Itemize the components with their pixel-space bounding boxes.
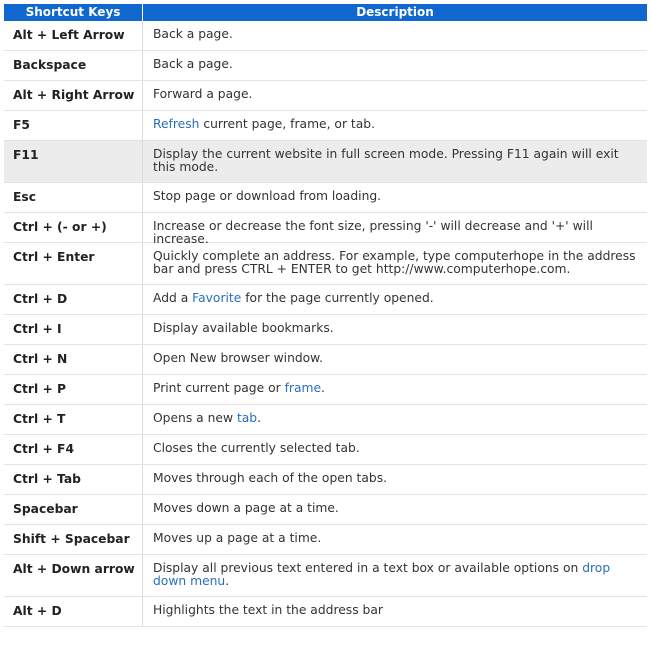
shortcut-description [143, 555, 647, 596]
shortcut-key: Ctrl + Tab [4, 465, 143, 494]
shortcut-key: Alt + Down arrow [4, 555, 143, 596]
table-row [4, 81, 647, 111]
table-row [4, 315, 647, 345]
shortcut-key: Ctrl + Enter [4, 243, 143, 284]
tab-link[interactable]: tab [236, 411, 258, 425]
table-row [4, 285, 647, 315]
description-text: Quickly complete an address. For example, type computerhope in the address bar and press CTRL + ENTER to get http://www.computerhope.com. [153, 249, 636, 276]
shortcut-description [143, 243, 647, 284]
description-text: Closes the currently selected tab. [153, 441, 360, 455]
shortcut-key: Ctrl + D [4, 285, 143, 314]
description-text: Display the current website in full screen mode. Pressing F11 again will exit this mode. [153, 147, 619, 174]
description-text: Display available bookmarks. [153, 321, 334, 335]
shortcut-description [143, 375, 647, 404]
description-text: Moves down a page at a time. [153, 501, 339, 515]
shortcut-key: Backspace [4, 51, 143, 80]
shortcut-key: Alt + D [4, 597, 143, 626]
description-text: Print current page or [153, 381, 285, 395]
description-text: for the page currently opened. [241, 291, 434, 305]
shortcut-key: Ctrl + (- or +) [4, 213, 143, 242]
description-text: Moves up a page at a time. [153, 531, 322, 545]
description-text: Stop page or download from loading. [153, 189, 382, 203]
shortcut-key: Shift + Spacebar [4, 525, 143, 554]
table-header [4, 4, 647, 21]
shortcut-table [4, 4, 647, 627]
shortcut-description [143, 597, 647, 626]
shortcut-description [143, 213, 647, 246]
shortcut-description [143, 495, 647, 524]
table-row [4, 495, 647, 525]
table-row [4, 111, 647, 141]
table-row [4, 597, 647, 627]
table-row [4, 21, 647, 51]
shortcut-description [143, 183, 647, 212]
refresh-link[interactable]: Refresh [153, 117, 200, 131]
table-row [4, 213, 647, 246]
shortcut-key: Ctrl + F4 [4, 435, 143, 464]
shortcut-key: Esc [4, 183, 143, 212]
shortcut-key: Ctrl + I [4, 315, 143, 344]
table-row [4, 243, 647, 285]
shortcut-description [143, 525, 647, 554]
description-text: Back a page. [153, 27, 233, 41]
shortcut-description [143, 111, 647, 140]
shortcut-key: F5 [4, 111, 143, 140]
favorite-link[interactable]: Favorite [192, 291, 242, 305]
table-row [4, 465, 647, 495]
shortcut-description [143, 21, 647, 50]
shortcut-description [143, 285, 647, 314]
description-text: Increase or decrease the font size, pressing '-' will decrease and '+' will increase. [153, 219, 593, 246]
shortcut-description [143, 315, 647, 344]
shortcut-description [143, 405, 647, 434]
table-row-highlighted [4, 141, 647, 183]
shortcut-description [143, 435, 647, 464]
shortcut-description [143, 141, 647, 182]
description-text: Open New browser window. [153, 351, 324, 365]
description-text: . [321, 381, 325, 395]
description-text: Forward a page. [153, 87, 253, 101]
header-shortcut-keys: Shortcut Keys [4, 4, 143, 21]
header-description: Description [356, 5, 434, 19]
shortcut-key: Ctrl + T [4, 405, 143, 434]
table-row [4, 375, 647, 405]
shortcut-key: Alt + Right Arrow [4, 81, 143, 110]
description-text: Highlights the text in the address bar [153, 603, 383, 617]
shortcut-description [143, 51, 647, 80]
description-text: . [225, 573, 230, 588]
table-row [4, 183, 647, 213]
table-row [4, 405, 647, 435]
description-text: Opens a new [153, 411, 237, 425]
drop-down-menu-link[interactable]: drop down menu [153, 561, 611, 588]
shortcut-key: Alt + Left Arrow [4, 21, 143, 50]
description-text: Back a page. [153, 57, 233, 71]
shortcut-key: F11 [4, 141, 143, 182]
shortcut-description [143, 465, 647, 494]
table-row [4, 525, 647, 555]
table-row [4, 555, 647, 597]
table-row [4, 51, 647, 81]
shortcut-key: Ctrl + N [4, 345, 143, 374]
table-row [4, 345, 647, 375]
description-text: current page, frame, or tab. [199, 117, 375, 131]
frame-link[interactable]: frame [284, 381, 322, 395]
shortcut-key: Ctrl + P [4, 375, 143, 404]
shortcut-key: Spacebar [4, 495, 143, 524]
description-text: . [257, 411, 262, 425]
description-text: Add a [153, 291, 193, 305]
shortcut-description [143, 345, 647, 374]
description-text: Moves through each of the open tabs. [153, 471, 388, 485]
shortcut-description [143, 81, 647, 110]
table-row [4, 435, 647, 465]
description-text: Display all previous text entered in a text box or available options on [153, 561, 583, 575]
